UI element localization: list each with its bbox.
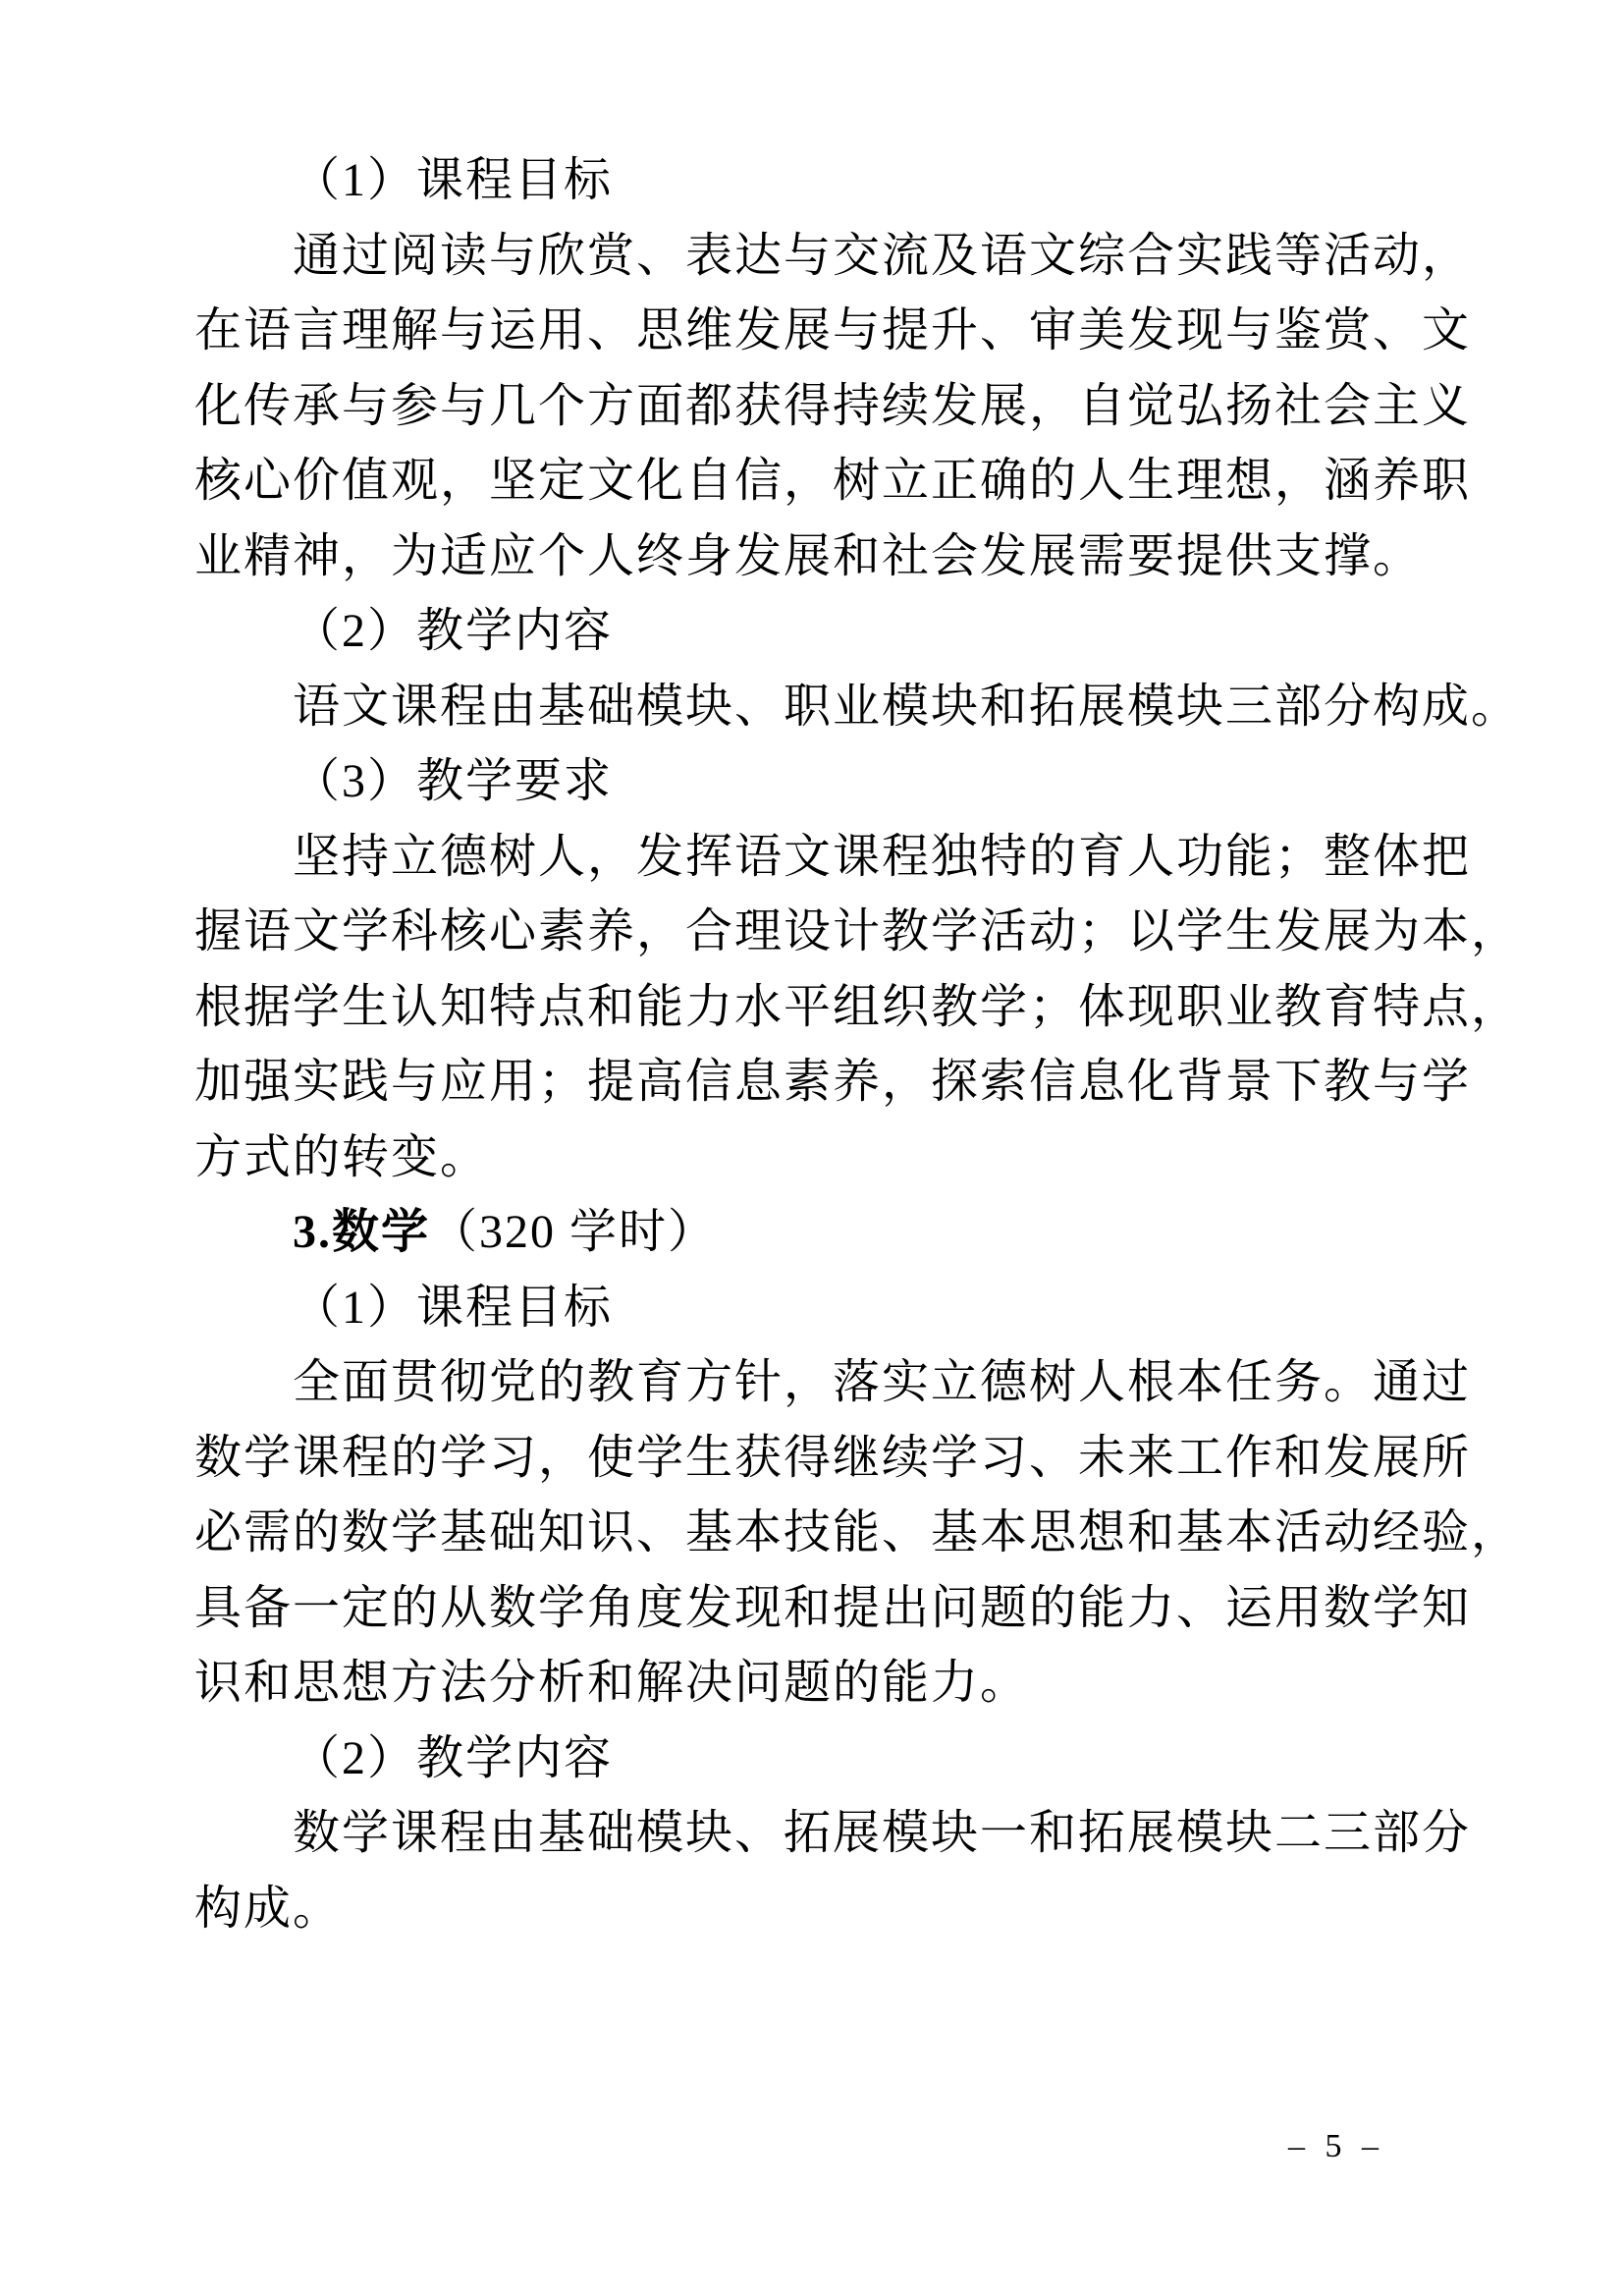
- heading-teaching-content-2: （2）教学内容: [293, 1731, 614, 1784]
- text-line: 化传承与参与几个方面都获得持续发展，自觉弘扬社会主义: [194, 379, 1472, 432]
- text-line: 数学课程的学习，使学生获得继续学习、未来工作和发展所: [194, 1431, 1472, 1484]
- heading-teaching-requirements: （3）教学要求: [293, 755, 614, 807]
- text-line: 核心价值观，坚定文化自信，树立正确的人生理想，涵养职: [194, 455, 1472, 507]
- heading-math-title: 3.数学: [293, 1206, 431, 1258]
- text-line: 加强实践与应用；提高信息素养，探索信息化背景下教与学: [194, 1056, 1472, 1108]
- text-line: 识和思想方法分析和解决问题的能力。: [194, 1657, 1030, 1709]
- text-line: 根据学生认知特点和能力水平组织教学；体现职业教育特点，: [194, 980, 1521, 1033]
- heading-math-section: [194, 1195, 1490, 1271]
- page-number: – 5 –: [1288, 2128, 1384, 2164]
- text-line: 语文课程由基础模块、职业模块和拓展模块三部分构成。: [293, 680, 1521, 733]
- text-line: 全面贯彻党的教育方针，落实立德树人根本任务。通过: [293, 1356, 1472, 1408]
- text-line: 坚持立德树人，发挥语文课程独特的育人功能；整体把: [293, 830, 1472, 883]
- text-line: 具备一定的从数学角度发现和提出问题的能力、运用数学知: [194, 1581, 1472, 1634]
- text-line: 握语文学科核心素养，合理设计教学活动；以学生发展为本，: [194, 905, 1521, 957]
- text-line: 数学课程由基础模块、拓展模块一和拓展模块二三部分: [293, 1807, 1472, 1859]
- text-line: 业精神，为适应个人终身发展和社会发展需要提供支撑。: [194, 529, 1423, 582]
- document-body: [194, 143, 1521, 1946]
- text-line: 必需的数学基础知识、基本技能、基本思想和基本活动经验，: [194, 1506, 1521, 1558]
- heading-course-objective-2: （1）课程目标: [293, 1281, 614, 1334]
- text-line: 在语言理解与运用、思维发展与提升、审美发现与鉴赏、文: [194, 304, 1472, 356]
- heading-math-hours: （320 学时）: [430, 1206, 718, 1258]
- text-line: 构成。: [194, 1882, 343, 1935]
- heading-course-objective-1: （1）课程目标: [293, 154, 614, 206]
- heading-teaching-content-1: （2）教学内容: [293, 605, 614, 657]
- text-line: 方式的转变。: [194, 1130, 490, 1183]
- text-line: 通过阅读与欣赏、表达与交流及语文综合实践等活动，: [293, 229, 1472, 282]
